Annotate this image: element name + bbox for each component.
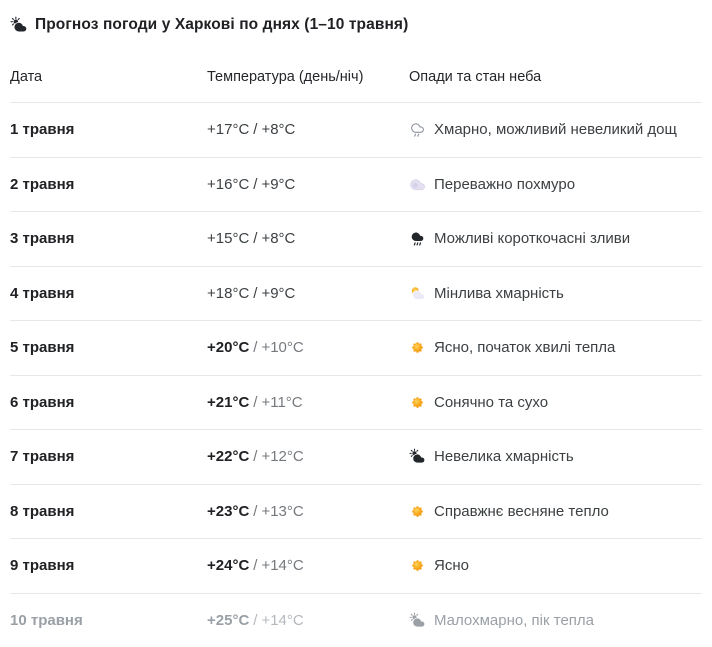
column-header-date: Дата	[10, 69, 207, 85]
condition-text: Хмарно, можливий невеликий дощ	[434, 121, 677, 138]
sun-behind-cloud-dark-icon	[409, 448, 426, 465]
table-row	[10, 267, 702, 322]
night-temperature: +9°C	[261, 176, 295, 193]
temperature-cell	[207, 230, 409, 247]
date-cell: 4 травня	[10, 285, 207, 302]
night-temperature: +8°C	[261, 121, 295, 138]
sun-behind-cloud-gray-icon	[409, 612, 426, 629]
condition-text: Можливі короткочасні зливи	[434, 230, 630, 247]
temperature-cell	[207, 612, 409, 629]
forecast-table-body	[10, 103, 702, 647]
temperature-separator: /	[253, 394, 257, 411]
day-temperature: +15°C	[207, 230, 249, 247]
day-temperature: +18°C	[207, 285, 249, 302]
table-row	[10, 430, 702, 485]
temperature-separator: /	[253, 230, 257, 247]
temperature-cell	[207, 285, 409, 302]
condition-cell	[409, 448, 702, 465]
table-row	[10, 321, 702, 376]
rain-cloud-dark-icon	[409, 230, 426, 247]
table-header-row	[10, 36, 702, 103]
temperature-separator: /	[253, 121, 257, 138]
condition-text: Сонячно та сухо	[434, 394, 548, 411]
rain-cloud-outline-icon	[409, 121, 426, 138]
table-row	[10, 485, 702, 540]
condition-cell	[409, 612, 702, 629]
day-temperature: +16°C	[207, 176, 249, 193]
condition-cell	[409, 503, 702, 520]
sun-behind-cloud-icon	[409, 285, 426, 302]
table-row	[10, 212, 702, 267]
temperature-separator: /	[253, 612, 257, 629]
temperature-separator: /	[253, 557, 257, 574]
temperature-separator: /	[253, 503, 257, 520]
condition-text: Переважно похмуро	[434, 176, 575, 193]
temperature-separator: /	[253, 448, 257, 465]
night-temperature: +9°C	[261, 285, 295, 302]
date-cell: 10 травня	[10, 612, 207, 629]
night-temperature: +14°C	[261, 557, 303, 574]
condition-text: Невелика хмарність	[434, 448, 574, 465]
table-row	[10, 376, 702, 431]
day-temperature: +23°C	[207, 503, 249, 520]
date-cell: 7 травня	[10, 448, 207, 465]
night-temperature: +11°C	[261, 394, 302, 411]
night-temperature: +12°C	[261, 448, 303, 465]
condition-text: Мінлива хмарність	[434, 285, 564, 302]
condition-cell	[409, 285, 702, 302]
night-temperature: +10°C	[261, 339, 303, 356]
condition-cell	[409, 557, 702, 574]
date-cell: 5 травня	[10, 339, 207, 356]
temperature-separator: /	[253, 339, 257, 356]
sun-icon	[409, 339, 426, 356]
day-temperature: +24°C	[207, 557, 249, 574]
sun-icon	[409, 394, 426, 411]
table-row	[10, 103, 702, 158]
condition-cell	[409, 339, 702, 356]
temperature-cell	[207, 557, 409, 574]
table-row	[10, 594, 702, 647]
date-cell: 3 травня	[10, 230, 207, 247]
day-temperature: +21°C	[207, 394, 249, 411]
table-row	[10, 158, 702, 213]
condition-text: Справжнє весняне тепло	[434, 503, 609, 520]
condition-text: Ясно	[434, 557, 469, 574]
sun-behind-cloud-dark-icon	[10, 16, 28, 34]
temperature-separator: /	[253, 285, 257, 302]
day-temperature: +25°C	[207, 612, 249, 629]
table-row	[10, 539, 702, 594]
temperature-separator: /	[253, 176, 257, 193]
sun-icon	[409, 557, 426, 574]
condition-text: Малохмарно, пік тепла	[434, 612, 594, 629]
date-cell: 1 травня	[10, 121, 207, 138]
date-cell: 9 травня	[10, 557, 207, 574]
day-temperature: +20°C	[207, 339, 249, 356]
date-cell: 6 травня	[10, 394, 207, 411]
temperature-cell	[207, 394, 409, 411]
temperature-cell	[207, 448, 409, 465]
column-header-temperature: Температура (день/ніч)	[207, 69, 409, 85]
day-temperature: +17°C	[207, 121, 249, 138]
page-title	[10, 14, 702, 36]
temperature-cell	[207, 503, 409, 520]
day-temperature: +22°C	[207, 448, 249, 465]
date-cell: 8 травня	[10, 503, 207, 520]
page-title-text: Прогноз погоди у Харкові по днях (1–10 травня)	[35, 16, 408, 34]
night-temperature: +8°C	[261, 230, 295, 247]
condition-text: Ясно, початок хвилі тепла	[434, 339, 615, 356]
temperature-cell	[207, 176, 409, 193]
night-temperature: +14°C	[261, 612, 303, 629]
sun-icon	[409, 503, 426, 520]
condition-cell	[409, 230, 702, 247]
temperature-cell	[207, 339, 409, 356]
cloud-icon	[409, 176, 426, 193]
condition-cell	[409, 121, 702, 138]
temperature-cell	[207, 121, 409, 138]
date-cell: 2 травня	[10, 176, 207, 193]
condition-cell	[409, 176, 702, 193]
night-temperature: +13°C	[261, 503, 303, 520]
column-header-precipitation: Опади та стан неба	[409, 69, 702, 85]
condition-cell	[409, 394, 702, 411]
